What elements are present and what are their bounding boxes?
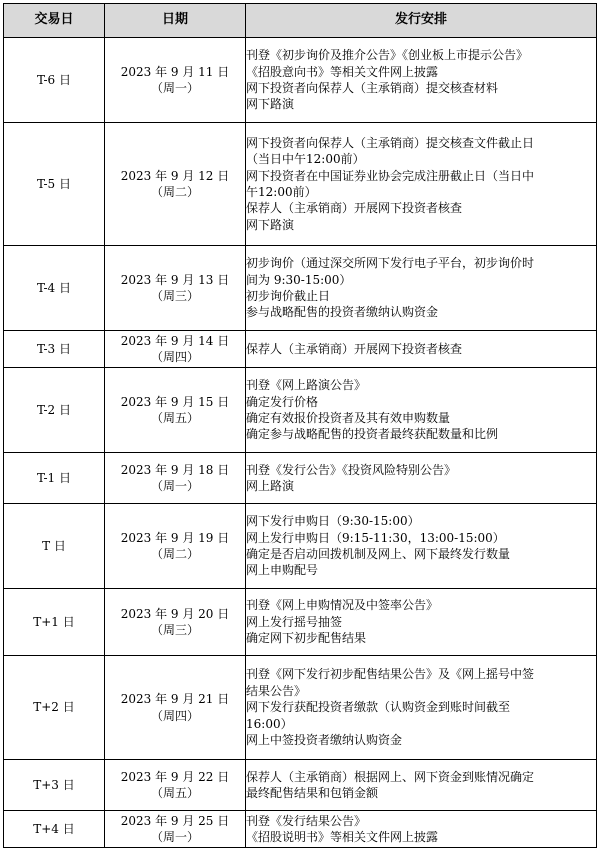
- calendar-date: 2023 年 9 月 25 日: [120, 813, 230, 828]
- date-cell: [105, 589, 246, 656]
- weekday: （周一）: [150, 830, 199, 844]
- weekday: （周三）: [150, 623, 199, 637]
- date-cell: [105, 246, 246, 331]
- table-row: [4, 589, 597, 656]
- arrangement-line: 网下路演: [246, 97, 295, 112]
- trading-day-cell: T-3 日: [4, 331, 105, 368]
- arrangement-line: 网下投资者在中国证券业协会完成注册截止日（当日中: [246, 168, 535, 183]
- arrangement-line: 网下发行获配投资者缴款（认购资金到账时间截至: [246, 700, 511, 715]
- weekday: （周四）: [150, 350, 199, 364]
- arrangement-cell: [246, 331, 597, 368]
- arrangement-cell: [246, 656, 597, 760]
- date-cell: [105, 123, 246, 246]
- table-row: [4, 760, 597, 811]
- arrangement-line: 网上中签投资者缴纳认购资金: [246, 733, 403, 748]
- trading-day-cell: T-4 日: [4, 246, 105, 331]
- arrangement-cell: [246, 589, 597, 656]
- trading-day-cell: T+2 日: [4, 656, 105, 760]
- arrangement-line: 间为 9:30-15:00）: [246, 272, 352, 287]
- arrangement-line: 刊登《发行结果公告》: [246, 813, 367, 828]
- weekday: （周五）: [150, 786, 199, 800]
- issuance-schedule-table: [3, 3, 597, 848]
- arrangement-line: 最终配售结果和包销金额: [246, 786, 379, 800]
- arrangement-line: 午12:00前）: [246, 185, 317, 199]
- arrangement-line: 《招股意向书》等相关文件网上披露: [246, 64, 439, 79]
- arrangement-line: 保荐人（主承销商）开展网下投资者核查: [246, 201, 463, 216]
- date-cell: [105, 368, 246, 453]
- trading-day-cell: T-5 日: [4, 123, 105, 246]
- arrangement-cell: [246, 368, 597, 453]
- calendar-date: 2023 年 9 月 19 日: [120, 530, 230, 545]
- calendar-date: 2023 年 9 月 11 日: [120, 64, 230, 79]
- arrangement-line: 保荐人（主承销商）根据网上、网下资金到账情况确定: [246, 769, 535, 784]
- table-row: [4, 123, 597, 246]
- weekday: （周四）: [150, 708, 199, 723]
- table-row: [4, 811, 597, 848]
- header-date: 日期: [105, 4, 246, 38]
- header-trading-day: 交易日: [4, 4, 105, 38]
- arrangement-cell: [246, 453, 597, 504]
- date-cell: [105, 504, 246, 589]
- arrangement-line: 《招股说明书》等相关文件网上披露: [246, 830, 439, 844]
- trading-day-cell: T+4 日: [4, 811, 105, 848]
- arrangement-line: 刊登《发行公告》《投资风险特别公告》: [246, 462, 457, 477]
- weekday: （周三）: [150, 289, 199, 303]
- table-row: [4, 656, 597, 760]
- trading-day-cell: T+1 日: [4, 589, 105, 656]
- arrangement-cell: [246, 811, 597, 848]
- table-row: [4, 453, 597, 504]
- arrangement-line: 网下投资者向保荐人（主承销商）提交核查材料: [246, 81, 499, 95]
- weekday: （周二）: [150, 185, 199, 199]
- calendar-date: 2023 年 9 月 21 日: [120, 692, 230, 707]
- arrangement-line: 网下投资者向保荐人（主承销商）提交核查文件截止日: [246, 135, 535, 150]
- arrangement-line: 确定发行价格: [246, 394, 319, 409]
- weekday: （周五）: [150, 411, 199, 425]
- weekday: （周一）: [150, 479, 199, 493]
- date-cell: [105, 760, 246, 811]
- arrangement-line: 网上申购配号: [246, 563, 319, 578]
- trading-day-cell: T+3 日: [4, 760, 105, 811]
- arrangement-line: 初步询价（通过深交所网下发行电子平台，初步询价时: [246, 256, 535, 271]
- arrangement-cell: [246, 38, 597, 123]
- header-arrangement: 发行安排: [246, 4, 597, 38]
- arrangement-line: 确定参与战略配售的投资者最终获配数量和比例: [246, 427, 499, 442]
- arrangement-line: 确定网下初步配售结果: [246, 631, 367, 646]
- arrangement-line: 结果公告》: [246, 683, 307, 698]
- calendar-date: 2023 年 9 月 13 日: [120, 272, 230, 287]
- arrangement-line: （当日中午12:00前）: [246, 152, 365, 167]
- calendar-date: 2023 年 9 月 20 日: [120, 606, 230, 621]
- date-cell: [105, 331, 246, 368]
- date-cell: [105, 453, 246, 504]
- arrangement-line: 网下发行申购日（9:30-15:00）: [246, 514, 420, 529]
- arrangement-line: 参与战略配售的投资者缴纳认购资金: [246, 305, 439, 320]
- arrangement-line: 刊登《网下发行初步配售结果公告》及《网上摇号中签: [246, 667, 535, 682]
- arrangement-line: 确定是否启动回拨机制及网上、网下最终发行数量: [246, 547, 511, 561]
- date-cell: [105, 811, 246, 848]
- trading-day-cell: T-6 日: [4, 38, 105, 123]
- weekday: （周二）: [150, 547, 199, 561]
- arrangement-line: 刊登《网上申购情况及中签率公告》: [246, 598, 439, 613]
- arrangement-line: 保荐人（主承销商）开展网下投资者核查: [246, 341, 463, 356]
- table-row: [4, 38, 597, 123]
- arrangement-line: 刊登《网上路演公告》: [246, 378, 367, 393]
- arrangement-line: 确定有效报价投资者及其有效申购数量: [246, 411, 451, 425]
- calendar-date: 2023 年 9 月 18 日: [120, 462, 230, 477]
- trading-day-cell: T-2 日: [4, 368, 105, 453]
- arrangement-line: 网上发行摇号抽签: [246, 614, 343, 629]
- table-row: [4, 504, 597, 589]
- date-cell: [105, 656, 246, 760]
- arrangement-cell: [246, 246, 597, 331]
- arrangement-cell: [246, 504, 597, 589]
- calendar-date: 2023 年 9 月 12 日: [120, 168, 230, 183]
- arrangement-line: 16:00）: [246, 716, 293, 731]
- trading-day-cell: T 日: [4, 504, 105, 589]
- calendar-date: 2023 年 9 月 22 日: [120, 769, 230, 784]
- table-row: [4, 368, 597, 453]
- weekday: （周一）: [150, 81, 199, 95]
- arrangement-line: 初步询价截止日: [246, 289, 331, 303]
- arrangement-cell: [246, 123, 597, 246]
- header-row: [4, 4, 597, 38]
- calendar-date: 2023 年 9 月 14 日: [120, 333, 230, 348]
- arrangement-line: 网上路演: [246, 479, 295, 493]
- table-row: [4, 246, 597, 331]
- arrangement-cell: [246, 760, 597, 811]
- arrangement-line: 刊登《初步询价及推介公告》《创业板上市提示公告》: [246, 48, 529, 63]
- date-cell: [105, 38, 246, 123]
- arrangement-line: 网下路演: [246, 217, 295, 232]
- table-row: [4, 331, 597, 368]
- trading-day-cell: T-1 日: [4, 453, 105, 504]
- calendar-date: 2023 年 9 月 15 日: [120, 394, 230, 409]
- arrangement-line: 网上发行申购日（9:15-11:30，13:00-15:00）: [246, 530, 505, 545]
